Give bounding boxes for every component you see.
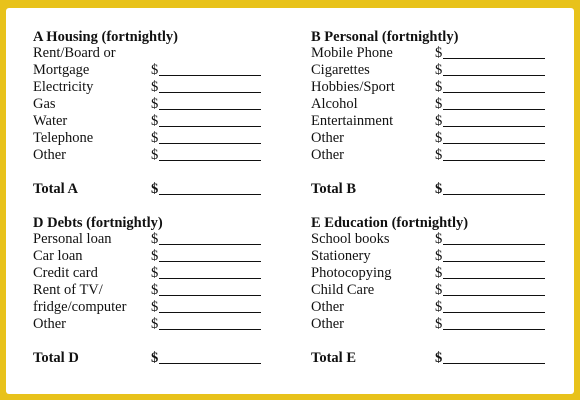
row-label: Credit card: [33, 265, 98, 281]
dollar-sign: $: [435, 248, 443, 264]
row-label: Other: [311, 147, 345, 163]
section-heading: D Debts (fortnightly): [33, 215, 163, 231]
dollar-sign: $: [151, 96, 159, 112]
total-label: Total B: [311, 181, 356, 197]
section-education: [311, 215, 551, 367]
row-label: Personal loan: [33, 231, 112, 247]
amount-line[interactable]: [159, 329, 261, 330]
form-row: [33, 130, 273, 147]
form-row: [311, 147, 551, 164]
amount-line[interactable]: [159, 261, 261, 262]
form-row: [33, 62, 273, 79]
form-row: [311, 231, 551, 248]
form-row: [33, 96, 273, 113]
row-label: Hobbies/Sport: [311, 79, 395, 95]
form-row: [33, 248, 273, 265]
total-row: [311, 181, 551, 198]
amount-line[interactable]: [159, 92, 261, 93]
amount-line[interactable]: [443, 278, 545, 279]
dollar-sign: $: [435, 181, 443, 197]
row-label: Car loan: [33, 248, 83, 264]
form-row: [311, 265, 551, 282]
row-label: Other: [33, 147, 67, 163]
amount-line[interactable]: [159, 109, 261, 110]
total-row: [311, 350, 551, 367]
form-row: [311, 79, 551, 96]
dollar-sign: $: [151, 181, 159, 197]
dollar-sign: $: [435, 113, 443, 129]
amount-line[interactable]: [159, 143, 261, 144]
total-row: [33, 350, 273, 367]
section-heading: E Education (fortnightly): [311, 215, 469, 231]
amount-line[interactable]: [159, 312, 261, 313]
row-label: Alcohol: [311, 96, 358, 112]
amount-line[interactable]: [443, 160, 545, 161]
total-label: Total D: [33, 350, 79, 366]
row-label: Other: [311, 130, 345, 146]
dollar-sign: $: [151, 299, 159, 315]
row-label: Mortgage: [33, 62, 90, 78]
row-label: Cigarettes: [311, 62, 370, 78]
row-label: Rent/Board or: [33, 45, 116, 61]
total-label: Total A: [33, 181, 78, 197]
row-label: Telephone: [33, 130, 94, 146]
row-label: Child Care: [311, 282, 375, 298]
dollar-sign: $: [435, 62, 443, 78]
section-heading: B Personal (fortnightly): [311, 29, 459, 45]
row-label: Other: [33, 316, 67, 332]
amount-line[interactable]: [443, 295, 545, 296]
row-label: Rent of TV/: [33, 282, 103, 298]
dollar-sign: $: [435, 147, 443, 163]
row-label: Gas: [33, 96, 56, 112]
amount-line[interactable]: [159, 160, 261, 161]
row-label: Entertainment: [311, 113, 394, 129]
amount-line[interactable]: [159, 363, 261, 364]
form-row: [33, 299, 273, 316]
amount-line[interactable]: [443, 261, 545, 262]
dollar-sign: $: [151, 147, 159, 163]
amount-line[interactable]: [443, 244, 545, 245]
row-label: Stationery: [311, 248, 371, 264]
row-label: Mobile Phone: [311, 45, 393, 61]
row-label: Water: [33, 113, 68, 129]
amount-line[interactable]: [443, 58, 545, 59]
amount-line[interactable]: [159, 278, 261, 279]
amount-line[interactable]: [443, 75, 545, 76]
form-row: [33, 282, 273, 299]
dollar-sign: $: [151, 231, 159, 247]
form-row: [311, 316, 551, 333]
section-personal: [311, 29, 551, 198]
form-row: [33, 147, 273, 164]
row-label: Other: [311, 299, 345, 315]
total-row: [33, 181, 273, 198]
dollar-sign: $: [435, 350, 443, 366]
amount-line[interactable]: [159, 244, 261, 245]
form-row: [311, 96, 551, 113]
dollar-sign: $: [151, 248, 159, 264]
amount-line[interactable]: [443, 329, 545, 330]
dollar-sign: $: [151, 316, 159, 332]
amount-line[interactable]: [443, 194, 545, 195]
section-debts: [33, 215, 273, 367]
amount-line[interactable]: [443, 363, 545, 364]
form-row: [33, 79, 273, 96]
form-row: [33, 265, 273, 282]
dollar-sign: $: [435, 130, 443, 146]
dollar-sign: $: [435, 231, 443, 247]
dollar-sign: $: [151, 79, 159, 95]
total-label: Total E: [311, 350, 356, 366]
dollar-sign: $: [435, 96, 443, 112]
form-row: [311, 130, 551, 147]
amount-line[interactable]: [159, 194, 261, 195]
row-label: Photocopying: [311, 265, 392, 281]
dollar-sign: $: [151, 113, 159, 129]
form-row: [311, 282, 551, 299]
row-label: fridge/computer: [33, 299, 127, 315]
dollar-sign: $: [151, 282, 159, 298]
amount-line[interactable]: [159, 126, 261, 127]
row-label: Other: [311, 316, 345, 332]
dollar-sign: $: [435, 265, 443, 281]
dollar-sign: $: [151, 62, 159, 78]
amount-line[interactable]: [443, 312, 545, 313]
amount-line[interactable]: [443, 143, 545, 144]
dollar-sign: $: [435, 299, 443, 315]
row-label: School books: [311, 231, 390, 247]
budget-form-sheet: [6, 8, 574, 394]
dollar-sign: $: [151, 265, 159, 281]
dollar-sign: $: [435, 45, 443, 61]
form-row: [311, 299, 551, 316]
amount-line[interactable]: [443, 109, 545, 110]
form-row: [311, 248, 551, 265]
dollar-sign: $: [151, 130, 159, 146]
amount-line[interactable]: [443, 126, 545, 127]
form-row: [311, 45, 551, 62]
dollar-sign: $: [435, 79, 443, 95]
dollar-sign: $: [151, 350, 159, 366]
row-label: Electricity: [33, 79, 94, 95]
form-row: [33, 113, 273, 130]
amount-line[interactable]: [159, 295, 261, 296]
form-row: [33, 316, 273, 333]
dollar-sign: $: [435, 282, 443, 298]
form-row: [311, 62, 551, 79]
amount-line[interactable]: [443, 92, 545, 93]
section-housing: [33, 29, 273, 198]
form-row: [33, 45, 273, 62]
section-heading: A Housing (fortnightly): [33, 29, 179, 45]
dollar-sign: $: [435, 316, 443, 332]
amount-line[interactable]: [159, 75, 261, 76]
form-row: [311, 113, 551, 130]
form-row: [33, 231, 273, 248]
